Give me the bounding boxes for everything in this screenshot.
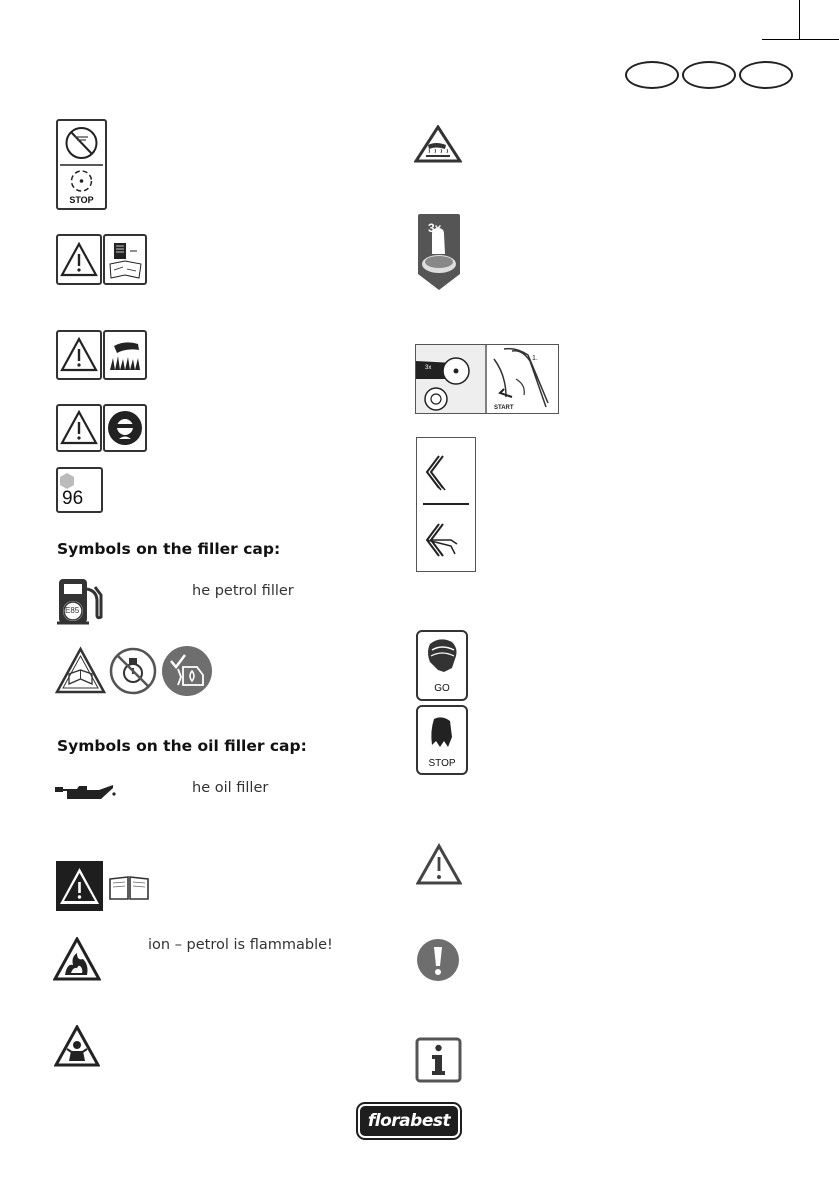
exclamation-circle-icon xyxy=(416,938,460,982)
open-book-icon xyxy=(108,875,150,901)
start-procedure-symbol xyxy=(415,344,559,414)
read-manual-symbol xyxy=(103,234,147,285)
go-label: GO xyxy=(434,683,450,694)
inverted-warning-symbol xyxy=(56,861,103,911)
handle-fold-icon xyxy=(417,438,475,571)
info-icon xyxy=(415,1037,462,1083)
start-label: START xyxy=(494,405,514,411)
warning-triangle-symbol-2 xyxy=(56,330,102,380)
warning-triangle-icon xyxy=(58,406,100,450)
hand-in-grass-symbol xyxy=(103,330,147,380)
start-step-number: 1. xyxy=(532,355,538,362)
toxic-fumes-warning-symbol xyxy=(54,1025,100,1067)
warning-triangle-symbol-3 xyxy=(56,404,102,452)
warning-triangle-icon xyxy=(58,332,100,378)
octane-value: 96 xyxy=(62,488,84,509)
warning-triangle-icon xyxy=(56,861,103,911)
wear-protection-symbol xyxy=(103,404,147,452)
stop-lever-symbol xyxy=(416,705,468,775)
oil-can-icon xyxy=(53,781,117,805)
hot-surface-warning-symbol xyxy=(414,125,462,163)
hand-lever-stop-icon xyxy=(418,707,466,757)
manual-book-symbol xyxy=(108,875,150,901)
language-oval-2 xyxy=(682,61,736,89)
prohibited-icon xyxy=(108,646,158,696)
no-spray-stop-blade-symbol xyxy=(56,119,107,210)
hot-surface-icon xyxy=(414,125,462,163)
oil-filler-heading: Symbols on the oil filler cap: xyxy=(57,737,307,755)
warning-book-icon xyxy=(55,646,106,696)
fuel-drop-icon xyxy=(58,469,101,489)
handle-position-symbol xyxy=(416,437,476,572)
e85-label: E85 xyxy=(65,606,80,615)
stop-label: STOP xyxy=(69,195,94,205)
ear-eye-protection-icon xyxy=(105,406,145,450)
check-oil-symbol xyxy=(161,645,213,697)
oil-filler-text: he oil filler xyxy=(192,780,269,796)
filler-cap-heading: Symbols on the filler cap: xyxy=(57,540,281,558)
crop-mark-horizontal xyxy=(762,39,839,40)
warning-triangle-symbol xyxy=(56,234,102,285)
stop-lever-label: STOP xyxy=(428,758,456,769)
flammable-warning-symbol xyxy=(53,937,101,981)
primer-press-symbol xyxy=(416,212,462,291)
warning-triangle-icon xyxy=(58,236,100,283)
fuel-pump-symbol xyxy=(57,575,107,627)
language-oval-1 xyxy=(625,61,679,89)
hand-lever-go-icon xyxy=(418,632,466,682)
no-smoking-ignition-symbol xyxy=(108,646,158,696)
crop-mark-vertical xyxy=(799,0,800,40)
oil-check-icon xyxy=(161,645,213,697)
flammable-text: ion – petrol is flammable! xyxy=(148,937,333,953)
read-manual-warning-symbol xyxy=(55,646,106,696)
language-oval-3 xyxy=(739,61,793,89)
primer-count: 3x xyxy=(428,221,442,235)
petrol-filler-text: he petrol filler xyxy=(192,583,294,599)
fuel-pump-icon xyxy=(57,575,107,627)
octane-rating-symbol xyxy=(56,467,103,513)
info-symbol xyxy=(415,1037,462,1083)
brand-logo: florabest xyxy=(358,1104,460,1138)
flame-warning-icon xyxy=(53,937,101,981)
choke-start-label: 3x xyxy=(425,365,432,371)
hand-blade-icon xyxy=(105,332,145,378)
general-warning-symbol xyxy=(416,843,462,885)
important-note-symbol xyxy=(416,938,460,982)
fumes-warning-icon xyxy=(54,1025,100,1067)
read-manual-icon xyxy=(105,236,145,283)
go-lever-symbol xyxy=(416,630,468,701)
warning-triangle-icon xyxy=(416,843,462,885)
oil-can-symbol xyxy=(53,781,117,805)
